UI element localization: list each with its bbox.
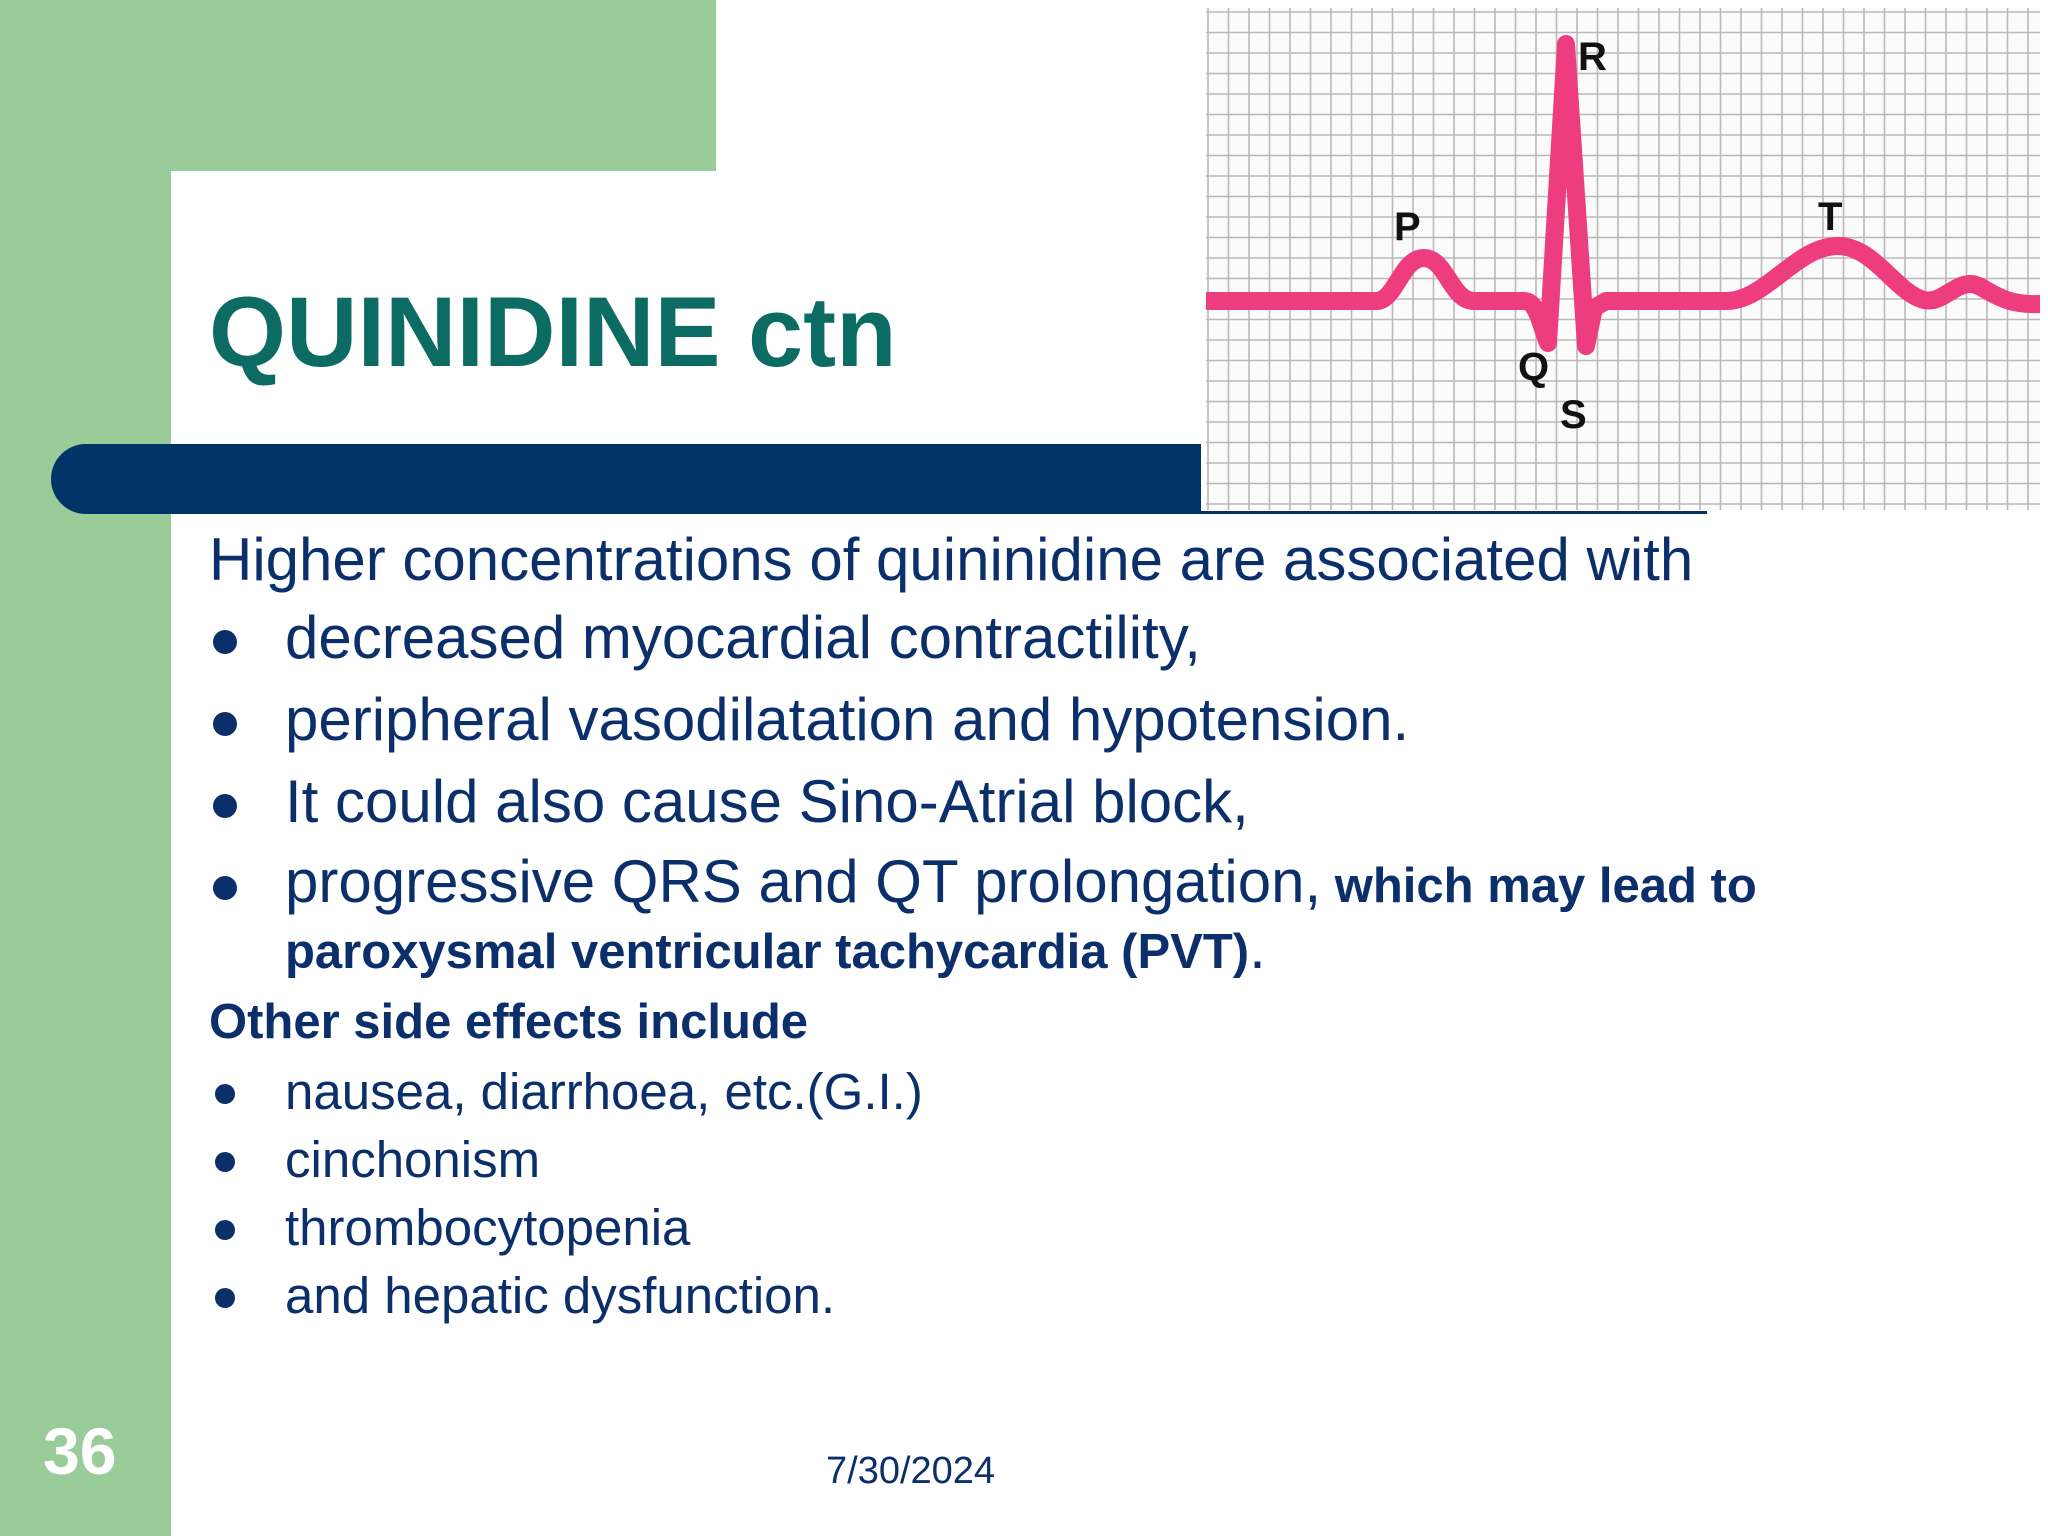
ecg-label-s: S — [1560, 393, 1587, 437]
bullet-dot-icon — [215, 1084, 235, 1104]
list-item-text: decreased myocardial contractility, — [285, 604, 1201, 671]
list-item-tail-end: . — [1249, 914, 1266, 981]
slide-date: 7/30/2024 — [826, 1450, 996, 1492]
ecg-grid — [1206, 8, 2040, 510]
ecg-svg — [1206, 8, 2040, 510]
list-item — [209, 1194, 1849, 1262]
effects-list — [209, 603, 1849, 981]
bullet-dot-icon — [215, 1220, 235, 1240]
slide-body — [209, 528, 1849, 1330]
list-item — [209, 767, 1849, 836]
ecg-label-r: R — [1578, 35, 1607, 79]
list-item-text: cinchonism — [285, 1131, 541, 1188]
list-item-text: nausea, diarrhoea, etc.(G.I.) — [285, 1063, 923, 1120]
list-item — [209, 685, 1849, 754]
list-item-text: It could also cause Sino-Atrial block, — [285, 768, 1249, 835]
ecg-label-q: Q — [1518, 345, 1550, 389]
bullet-dot-icon — [215, 1288, 235, 1308]
list-item — [209, 603, 1849, 672]
green-top-band — [0, 0, 716, 171]
list-item-text: thrombocytopenia — [285, 1199, 691, 1256]
bullet-dot-icon — [213, 712, 237, 736]
bullet-dot-icon — [213, 630, 237, 654]
list-item — [209, 1126, 1849, 1194]
lead-sentence: Higher concentrations of quininidine are associated with — [209, 526, 1694, 593]
list-item — [209, 1262, 1849, 1330]
side-effects-heading: Other side effects include — [209, 995, 809, 1049]
slide-title: QUINIDINE ctn — [209, 276, 897, 387]
side-effects-list — [209, 1058, 1849, 1330]
ecg-label-t: T — [1818, 195, 1843, 239]
title-divider-bar — [51, 444, 1201, 514]
title-divider-line — [1201, 511, 1707, 514]
list-item-text: peripheral vasodilatation and hypotension. — [285, 686, 1410, 753]
bullet-dot-icon — [213, 794, 237, 818]
list-item — [209, 1058, 1849, 1126]
list-item-bold-tail: which may lead to paroxysmal ventricular tachycardia (PVT) — [285, 859, 1757, 979]
ecg-image — [1206, 8, 2040, 510]
ecg-trace — [1208, 44, 2040, 346]
slide-number: 36 — [43, 1414, 117, 1488]
ecg-label-p: P — [1394, 205, 1421, 249]
bullet-dot-icon — [213, 876, 237, 900]
green-sidebar — [0, 0, 171, 1536]
list-item-text: and hepatic dysfunction. — [285, 1267, 836, 1324]
list-item — [209, 849, 1849, 981]
bullet-dot-icon — [215, 1152, 235, 1172]
list-item-text: progressive QRS and QT prolongation, — [285, 848, 1322, 915]
